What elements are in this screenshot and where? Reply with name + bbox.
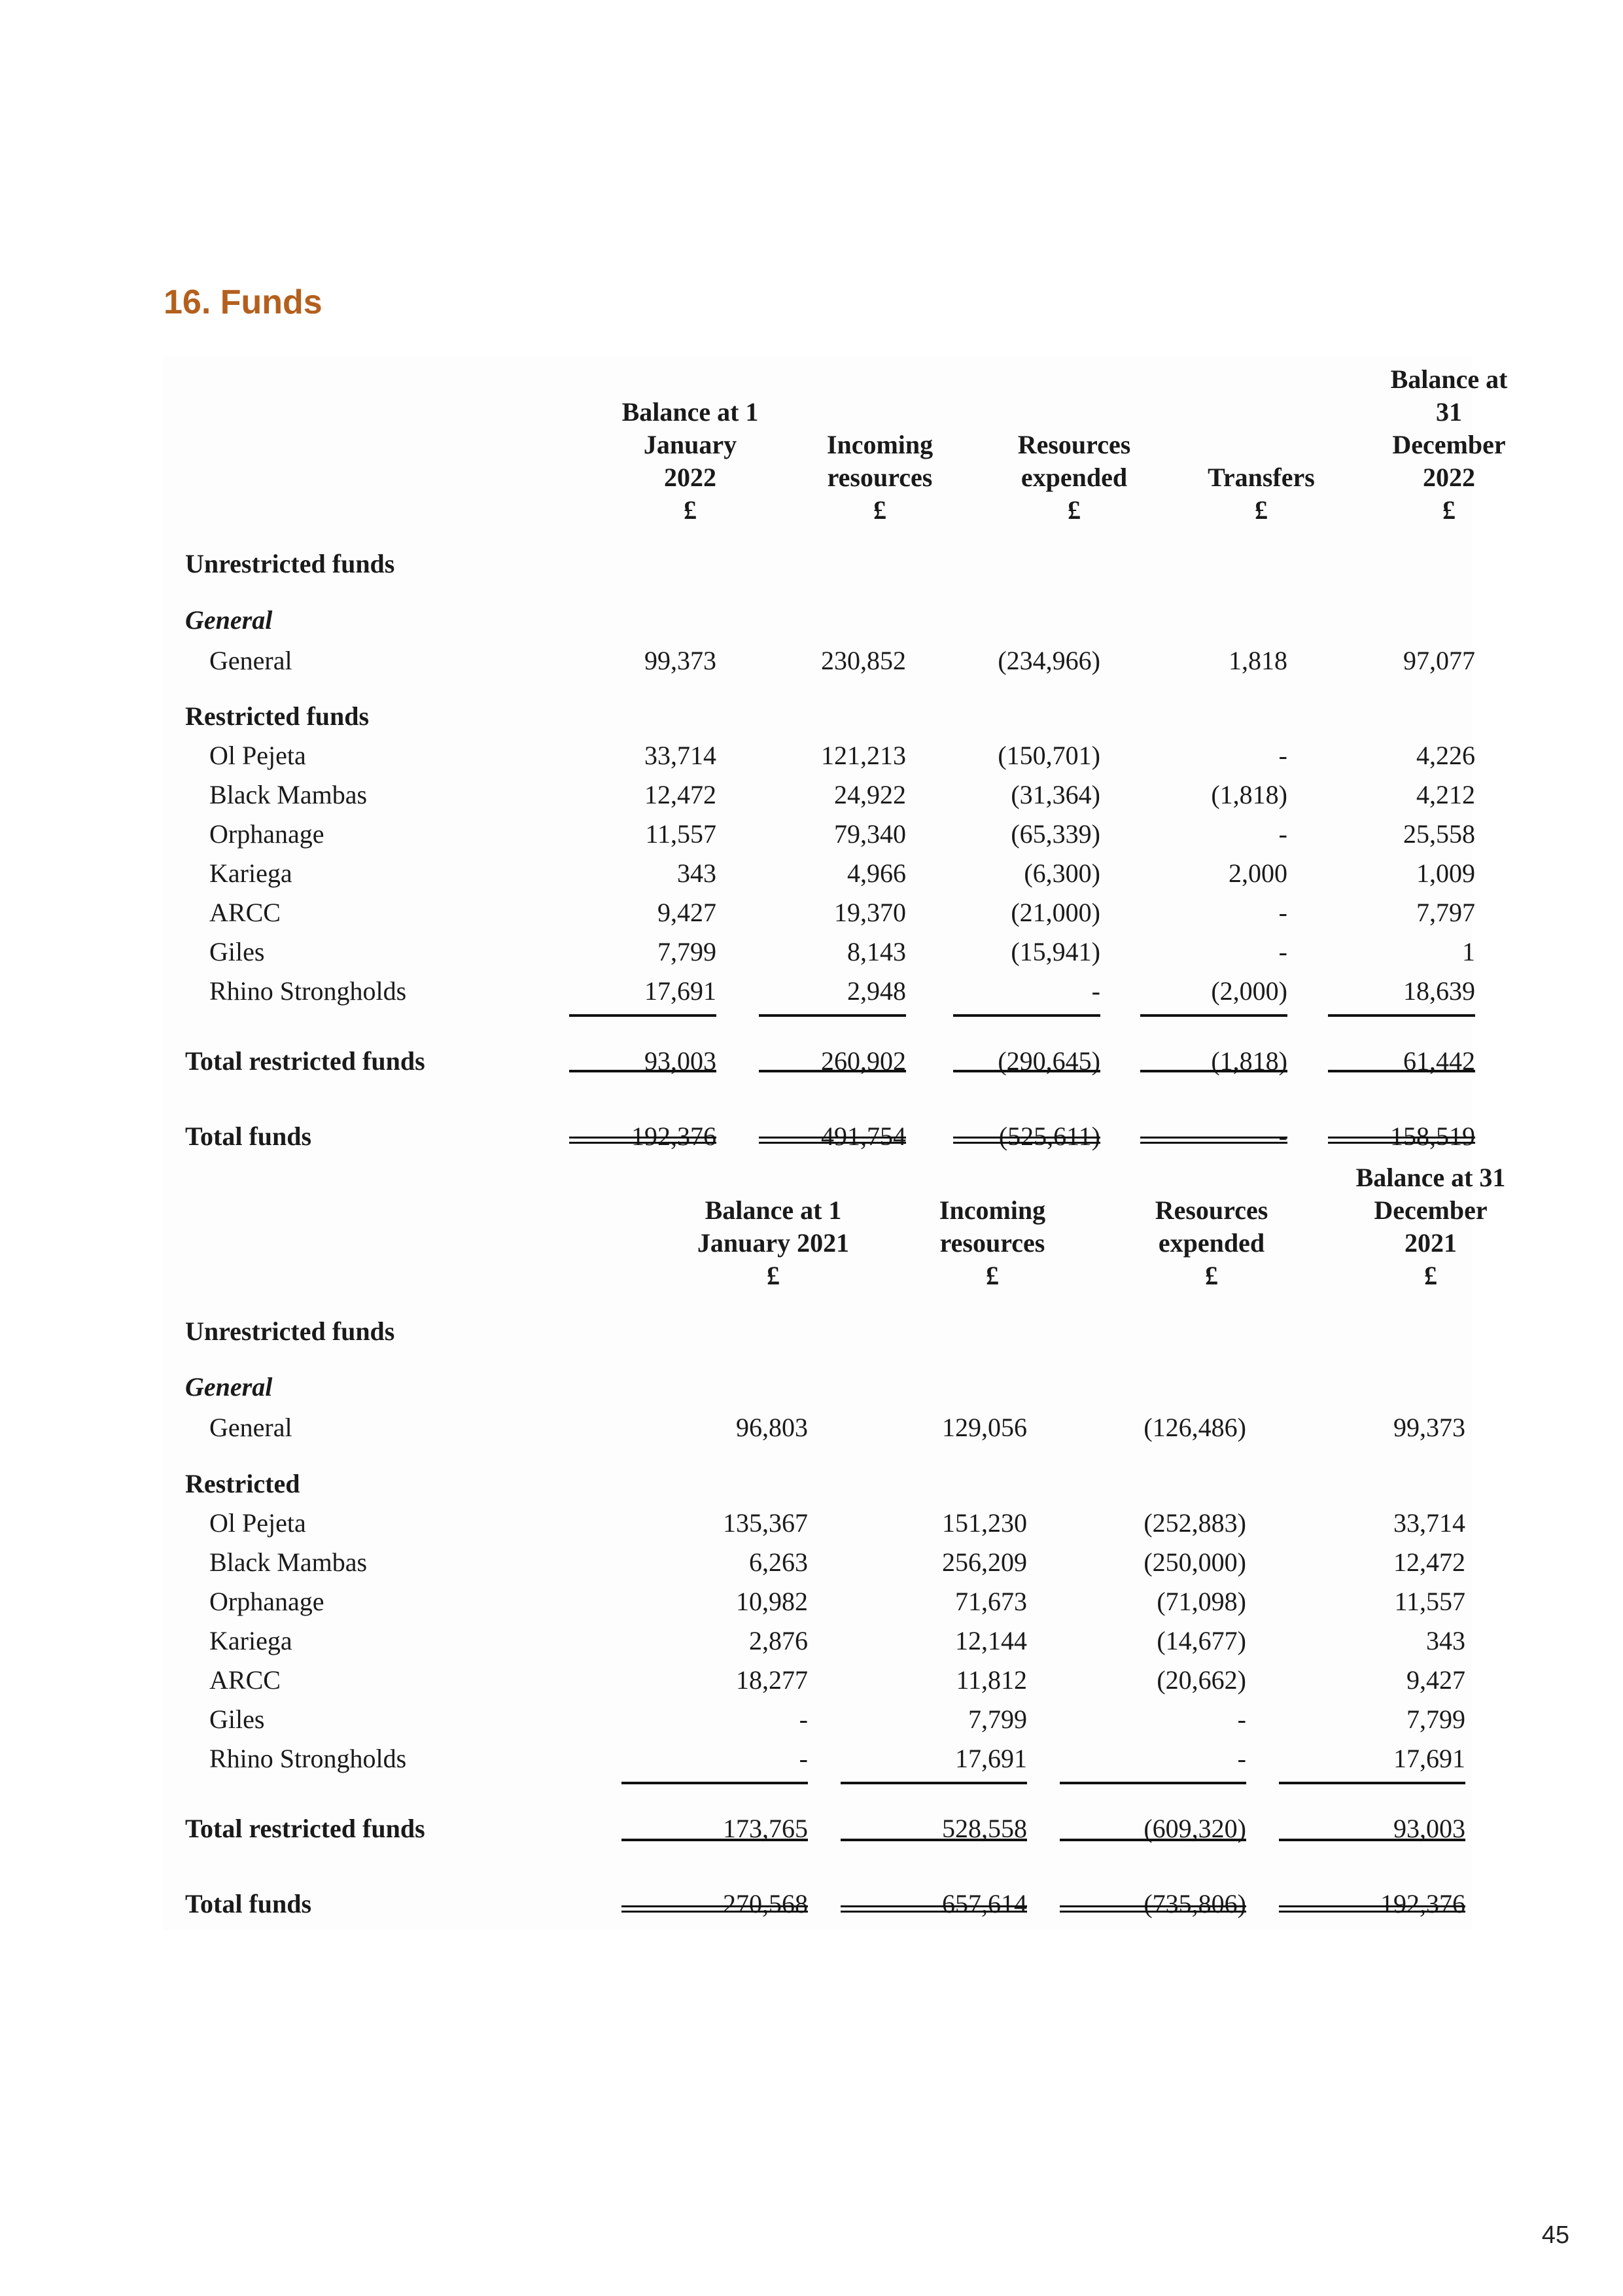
fund-row bbox=[164, 1661, 1472, 1700]
page-number: 45 bbox=[1541, 2221, 1569, 2249]
fund-row-label: Black Mambas bbox=[209, 1547, 368, 1577]
fund-row bbox=[164, 972, 1475, 1011]
value-cell: 4,966 bbox=[847, 858, 906, 888]
fund-row bbox=[164, 1504, 1472, 1543]
fund-row-label: Rhino Strongholds bbox=[209, 976, 407, 1006]
value-cell: 79,340 bbox=[834, 819, 906, 849]
value-cell: 1,009 bbox=[1416, 858, 1475, 888]
value-cell: 2,948 bbox=[847, 976, 906, 1006]
value-cell: 6,263 bbox=[749, 1547, 808, 1577]
value-cell: (525,611) bbox=[998, 1122, 1100, 1151]
value-cell: 18,639 bbox=[1403, 976, 1475, 1006]
value-cell: - bbox=[1278, 741, 1287, 770]
value-cell: 491,754 bbox=[821, 1122, 906, 1151]
fund-row bbox=[164, 1543, 1472, 1582]
value-cell: 99,373 bbox=[644, 646, 716, 675]
fund-row bbox=[164, 1739, 1472, 1778]
total-funds-row-label: Total funds bbox=[185, 1122, 312, 1151]
section-label-restricted bbox=[164, 1464, 1472, 1504]
fund-row bbox=[164, 815, 1475, 854]
rule-line bbox=[1140, 1070, 1287, 1072]
value-cell: (2,000) bbox=[1211, 976, 1287, 1006]
fund-row-label: Kariega bbox=[209, 858, 292, 888]
double-rule-line bbox=[1060, 1905, 1246, 1913]
rule-line bbox=[841, 1839, 1027, 1841]
value-cell: 7,799 bbox=[657, 937, 716, 966]
value-cell: 9,427 bbox=[657, 898, 716, 927]
funds-table-2022 bbox=[164, 357, 1508, 1158]
column-header: Balance at 31 December 2021 £ bbox=[1355, 1163, 1506, 1290]
value-cell: 2,000 bbox=[1229, 858, 1287, 888]
double-rule-line bbox=[1328, 1137, 1475, 1144]
value-cell: 33,714 bbox=[644, 741, 716, 770]
column-header: Transfers £ bbox=[1208, 463, 1315, 525]
rule-line bbox=[1279, 1839, 1465, 1841]
value-cell: 7,799 bbox=[968, 1704, 1027, 1734]
double-rule-line bbox=[1279, 1905, 1465, 1913]
value-cell: 19,370 bbox=[834, 898, 906, 927]
fund-row bbox=[164, 854, 1475, 893]
value-cell: 12,472 bbox=[1393, 1547, 1465, 1577]
column-header: Balance at 1 January 2021 £ bbox=[697, 1195, 850, 1290]
fund-row bbox=[164, 1582, 1472, 1621]
fund-row-label: General bbox=[209, 1413, 292, 1442]
total-restricted-row-label: Total restricted funds bbox=[185, 1814, 425, 1843]
value-cell: 270,568 bbox=[723, 1889, 808, 1918]
value-cell: (1,818) bbox=[1211, 780, 1287, 809]
fund-row-label: Ol Pejeta bbox=[209, 1508, 306, 1538]
value-cell: 260,902 bbox=[821, 1046, 906, 1076]
value-cell: 10,982 bbox=[736, 1587, 808, 1616]
rule-line bbox=[569, 1070, 716, 1072]
rule-line bbox=[1328, 1014, 1475, 1017]
value-cell: 129,056 bbox=[942, 1413, 1027, 1442]
section-label-unrestricted bbox=[164, 1312, 1472, 1351]
value-cell: 528,558 bbox=[942, 1814, 1027, 1843]
funds-table-2021 bbox=[164, 1158, 1506, 1930]
value-cell: 25,558 bbox=[1403, 819, 1475, 849]
value-cell: - bbox=[1237, 1744, 1246, 1773]
double-rule-line bbox=[1140, 1137, 1287, 1144]
fund-row bbox=[164, 932, 1475, 972]
value-cell: (150,701) bbox=[998, 741, 1100, 770]
value-cell: 93,003 bbox=[1393, 1814, 1465, 1843]
value-cell: 657,614 bbox=[942, 1889, 1027, 1918]
value-cell: 12,144 bbox=[955, 1626, 1027, 1655]
rule-line bbox=[841, 1782, 1027, 1784]
rule-line bbox=[621, 1839, 808, 1841]
value-cell: 173,765 bbox=[723, 1814, 808, 1843]
section-label-general-label: General bbox=[185, 605, 273, 635]
total-funds-row-label: Total funds bbox=[185, 1889, 312, 1918]
section-heading: 16. Funds bbox=[164, 283, 323, 321]
fund-row-label: Giles bbox=[209, 1704, 265, 1734]
value-cell: 99,373 bbox=[1393, 1413, 1465, 1442]
value-cell: 158,519 bbox=[1390, 1122, 1475, 1151]
value-cell: 9,427 bbox=[1406, 1665, 1465, 1695]
value-cell: 93,003 bbox=[644, 1046, 716, 1076]
value-cell: 11,557 bbox=[645, 819, 716, 849]
value-cell: - bbox=[1278, 1122, 1287, 1151]
value-cell: 256,209 bbox=[942, 1547, 1027, 1577]
value-cell: (20,662) bbox=[1157, 1665, 1246, 1695]
section-label-unrestricted-label: Unrestricted funds bbox=[185, 1316, 395, 1346]
value-cell: 11,557 bbox=[1394, 1587, 1465, 1616]
value-cell: 12,472 bbox=[644, 780, 716, 809]
value-cell: 97,077 bbox=[1403, 646, 1475, 675]
double-rule-line bbox=[953, 1137, 1100, 1144]
value-cell: - bbox=[1278, 937, 1287, 966]
fund-row bbox=[164, 736, 1475, 775]
value-cell: 4,212 bbox=[1416, 780, 1475, 809]
value-cell: - bbox=[799, 1744, 808, 1773]
value-cell: (31,364) bbox=[1011, 780, 1100, 809]
value-cell: 11,812 bbox=[956, 1665, 1027, 1695]
section-label-general bbox=[164, 601, 1472, 640]
value-cell: (252,883) bbox=[1143, 1508, 1246, 1538]
value-cell: (735,806) bbox=[1143, 1889, 1246, 1918]
value-cell: 7,797 bbox=[1416, 898, 1475, 927]
rule-line bbox=[569, 1014, 716, 1017]
fund-row-label: General bbox=[209, 646, 292, 675]
value-cell: 96,803 bbox=[736, 1413, 808, 1442]
rule-line bbox=[1060, 1839, 1246, 1841]
value-cell: 151,230 bbox=[942, 1508, 1027, 1538]
value-cell: - bbox=[1278, 898, 1287, 927]
value-cell: 135,367 bbox=[723, 1508, 808, 1538]
value-cell: 8,143 bbox=[847, 937, 906, 966]
rule-line bbox=[759, 1070, 906, 1072]
rule-line bbox=[953, 1070, 1100, 1072]
value-cell: (609,320) bbox=[1143, 1814, 1246, 1843]
total-restricted-row bbox=[164, 1042, 1475, 1081]
value-cell: 2,876 bbox=[749, 1626, 808, 1655]
rule-line bbox=[1140, 1014, 1287, 1017]
value-cell: 343 bbox=[1426, 1626, 1465, 1655]
value-cell: (14,677) bbox=[1157, 1626, 1246, 1655]
value-cell: 33,714 bbox=[1393, 1508, 1465, 1538]
fund-row-label: Rhino Strongholds bbox=[209, 1744, 407, 1773]
value-cell: 17,691 bbox=[955, 1744, 1027, 1773]
fund-row-label: Kariega bbox=[209, 1626, 292, 1655]
value-cell: 4,226 bbox=[1416, 741, 1475, 770]
double-rule-line bbox=[759, 1137, 906, 1144]
total-restricted-row-label: Total restricted funds bbox=[185, 1046, 425, 1076]
value-cell: 230,852 bbox=[821, 646, 906, 675]
value-cell: (6,300) bbox=[1024, 858, 1100, 888]
fund-row bbox=[164, 775, 1475, 815]
fund-row bbox=[164, 1408, 1472, 1447]
section-label-restricted-label: Restricted bbox=[185, 1469, 300, 1498]
fund-row-label: Orphanage bbox=[209, 1587, 324, 1616]
rule-line bbox=[621, 1782, 808, 1784]
value-cell: - bbox=[1091, 976, 1100, 1006]
value-cell: 121,213 bbox=[821, 741, 906, 770]
column-header: Balance at 1 January 2022 £ bbox=[621, 397, 759, 525]
fund-row-label: Giles bbox=[209, 937, 265, 966]
fund-row-label: Black Mambas bbox=[209, 780, 368, 809]
total-funds-row bbox=[164, 1884, 1472, 1924]
section-label-general-label: General bbox=[185, 1372, 273, 1402]
value-cell: 343 bbox=[677, 858, 716, 888]
value-cell: (65,339) bbox=[1011, 819, 1100, 849]
fund-row-label: ARCC bbox=[209, 1665, 281, 1695]
rule-line bbox=[759, 1014, 906, 1017]
column-header: Incoming resources £ bbox=[826, 430, 934, 525]
section-label-restricted bbox=[164, 697, 1472, 736]
rule-line bbox=[1328, 1070, 1475, 1072]
value-cell: 7,799 bbox=[1406, 1704, 1465, 1734]
value-cell: 1,818 bbox=[1229, 646, 1287, 675]
double-rule-line bbox=[841, 1905, 1027, 1913]
value-cell: (234,966) bbox=[998, 646, 1100, 675]
value-cell: 192,376 bbox=[1380, 1889, 1465, 1918]
double-rule-line bbox=[621, 1905, 808, 1913]
value-cell: - bbox=[799, 1704, 808, 1734]
value-cell: 1 bbox=[1462, 937, 1475, 966]
rule-line bbox=[1279, 1782, 1465, 1784]
section-label-general bbox=[164, 1368, 1472, 1407]
value-cell: 192,376 bbox=[631, 1122, 716, 1151]
fund-row-label: ARCC bbox=[209, 898, 281, 927]
value-cell: (1,818) bbox=[1211, 1046, 1287, 1076]
value-cell: (21,000) bbox=[1011, 898, 1100, 927]
fund-row bbox=[164, 893, 1475, 932]
double-rule-line bbox=[569, 1137, 716, 1144]
column-header: Resources expended £ bbox=[1017, 430, 1131, 525]
section-label-unrestricted-label: Unrestricted funds bbox=[185, 549, 395, 578]
value-cell: - bbox=[1237, 1704, 1246, 1734]
value-cell: (126,486) bbox=[1143, 1413, 1246, 1442]
column-header: Resources expended £ bbox=[1155, 1195, 1268, 1290]
column-header: Balance at 31 December 2022 £ bbox=[1390, 364, 1508, 525]
value-cell: 24,922 bbox=[834, 780, 906, 809]
total-restricted-row bbox=[164, 1809, 1472, 1848]
rule-line bbox=[953, 1014, 1100, 1017]
rule-line bbox=[1060, 1782, 1246, 1784]
value-cell: (15,941) bbox=[1011, 937, 1100, 966]
value-cell: 61,442 bbox=[1403, 1046, 1475, 1076]
value-cell: (250,000) bbox=[1143, 1547, 1246, 1577]
value-cell: (290,645) bbox=[998, 1046, 1100, 1076]
fund-row bbox=[164, 1621, 1472, 1661]
value-cell: 18,277 bbox=[736, 1665, 808, 1695]
value-cell: - bbox=[1278, 819, 1287, 849]
value-cell: 71,673 bbox=[955, 1587, 1027, 1616]
fund-row-label: Ol Pejeta bbox=[209, 741, 306, 770]
value-cell: 17,691 bbox=[644, 976, 716, 1006]
value-cell: 17,691 bbox=[1393, 1744, 1465, 1773]
value-cell: (71,098) bbox=[1157, 1587, 1246, 1616]
fund-row bbox=[164, 641, 1475, 680]
fund-row-label: Orphanage bbox=[209, 819, 324, 849]
column-header: Incoming resources £ bbox=[939, 1195, 1046, 1290]
section-label-unrestricted bbox=[164, 544, 1472, 584]
section-label-restricted-label: Restricted funds bbox=[185, 701, 370, 731]
fund-row bbox=[164, 1700, 1472, 1739]
